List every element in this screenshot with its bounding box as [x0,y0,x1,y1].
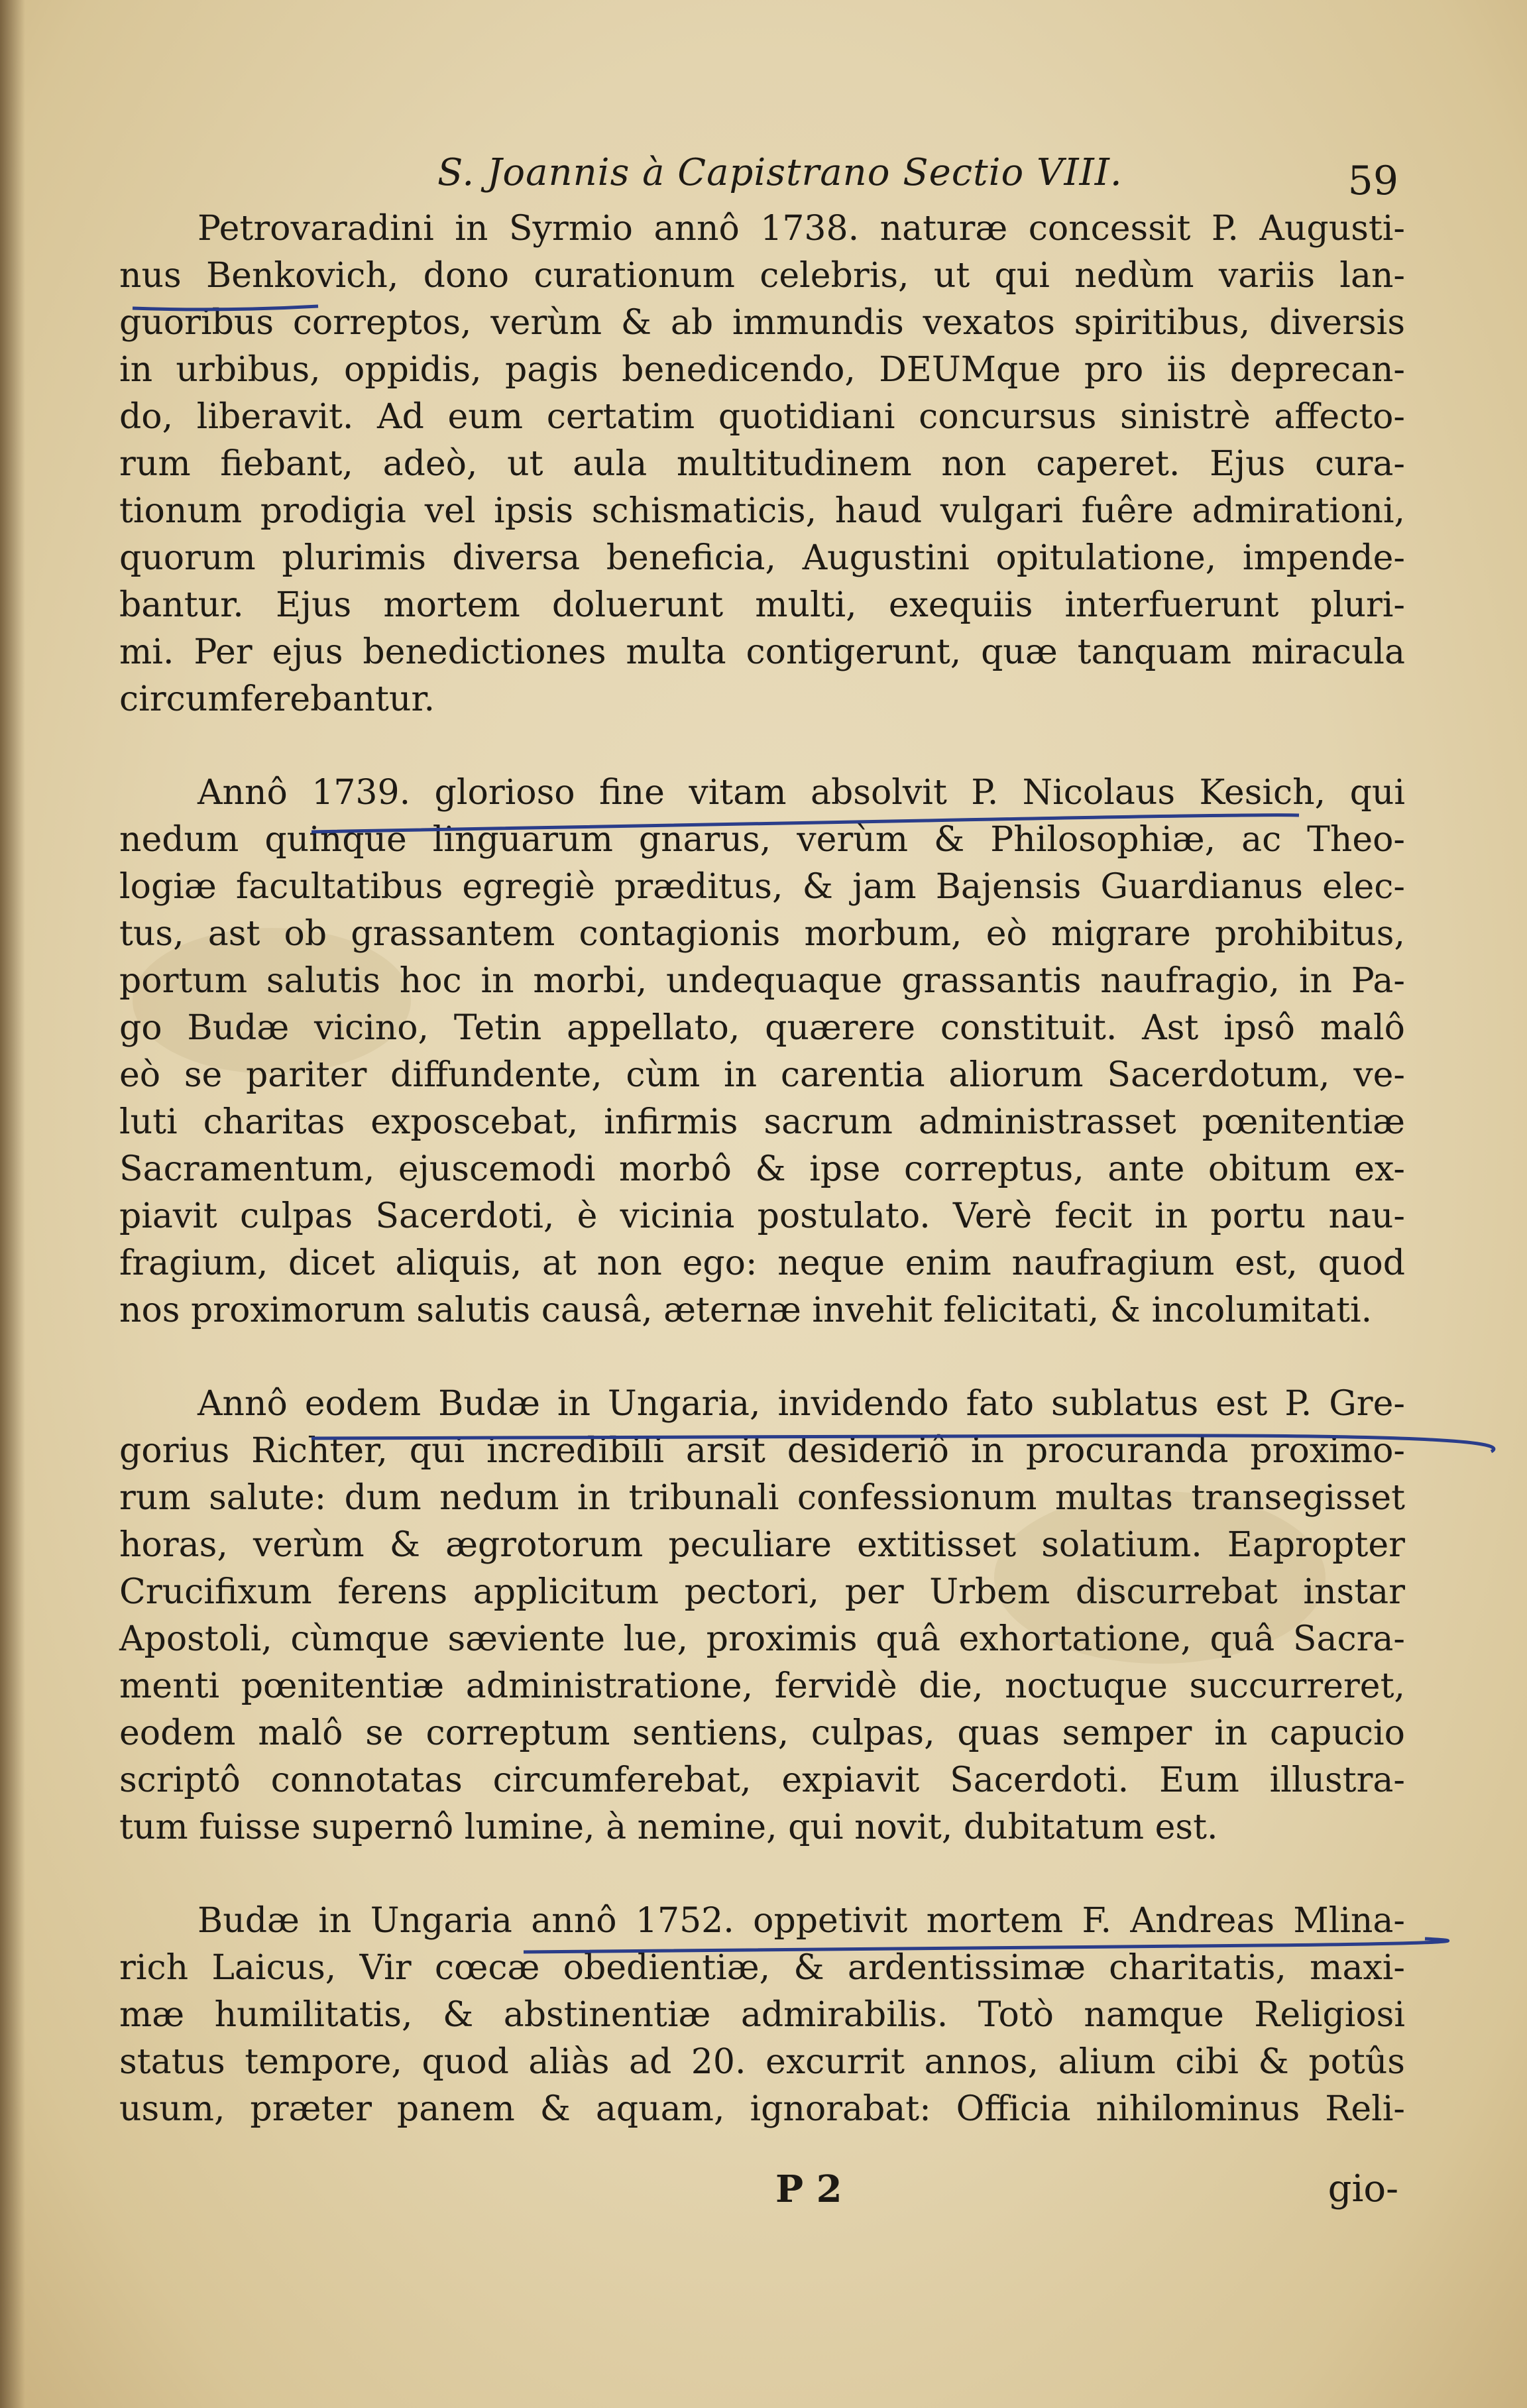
signature-mark: P 2 [775,2167,842,2211]
text-line: menti pœnitentiæ administratione, fervidè die, noctuque succurreret, [119,1666,1405,1706]
paragraph-mlinarich [119,1898,1405,2133]
text-line: eodem malô se correptum sentiens, culpas, quas semper in capucio [119,1713,1405,1753]
page-footer [119,2167,1418,2220]
text-line: Sacramentum, ejuscemodi morbô & ipse correptus, ante obitum ex- [119,1149,1405,1189]
text-line: nedum quinque linguarum gnarus, verùm & Philosophiæ, ac Theo- [119,820,1405,860]
paragraph-benkovich [119,205,1405,723]
text-line: gorius Richter, qui incredibili arsit desideriô in procuranda proximo- [119,1431,1405,1471]
binding-shadow [0,0,25,2408]
text-line: Annô eodem Budæ in Ungaria, invidendo fato sublatus est P. Gre- [198,1384,1405,1424]
page-number: 59 [1347,158,1398,204]
paragraph-gap [119,1851,1405,1898]
text-line: rum fiebant, adeò, ut aula multitudinem non caperet. Ejus cura- [119,444,1405,484]
text-line: bantur. Ejus mortem doluerunt multi, exequiis interfuerunt pluri- [119,585,1405,625]
text-line: nos proximorum salutis causâ, æternæ invehit felicitati, & incolumitati. [119,1290,1373,1330]
text-line: Crucifixum ferens applicitum pectori, per Urbem discurrebat instar [119,1572,1405,1612]
text-line: eò se pariter diffundente, cùm in carentia aliorum Sacerdotum, ve- [119,1055,1405,1095]
text-line: Petrovaradini in Syrmio annô 1738. naturæ concessit P. Augusti- [198,209,1405,249]
text-line: horas, verùm & ægrotorum peculiare extitisset solatium. Eapropter [119,1525,1405,1565]
text-line: rum salute: dum nedum in tribunali confessionum multas transegisset [119,1478,1405,1518]
text-line: Apostoli, cùmque sæviente lue, proximis quâ exhortatione, quâ Sacra- [119,1619,1405,1659]
text-line: logiæ facultatibus egregiè præditus, & jam Bajensis Guardianus elec- [119,867,1405,907]
text-line: Budæ in Ungaria annô 1752. oppetivit mortem F. Andreas Mlina- [198,1901,1405,1941]
text-line: Annô 1739. glorioso fine vitam absolvit P. Nicolaus Kesich, qui [198,773,1405,813]
text-line: piavit culpas Sacerdoti, è vicinia postulato. Verè fecit in portu nau- [119,1196,1405,1236]
paragraph-gap [119,723,1405,770]
text-line: guoribus correptos, verùm & ab immundis vexatos spiritibus, diversis [119,303,1405,343]
paragraph-kesich [119,770,1405,1334]
text-line: tum fuisse supernô lumine, à nemine, qui novit, dubitatum est. [119,1807,1218,1847]
text-line: quorum plurimis diversa beneficia, Augustini opitulatione, impende- [119,538,1405,578]
text-line: mæ humilitatis, & abstinentiæ admirabilis. Totò namque Religiosi [119,1995,1405,2035]
text-line: mi. Per ejus benedictiones multa contigerunt, quæ tanquam miracula [119,632,1405,672]
text-line: fragium, dicet aliquis, at non ego: neque enim naufragium est, quod [119,1243,1405,1283]
body-text [119,205,1405,2133]
text-line: status tempore, quod aliàs ad 20. excurrit annos, alium cibi & potûs [119,2042,1405,2082]
catchword: gio- [1328,2167,1398,2210]
text-line: in urbibus, oppidis, pagis benedicendo, DEUMque pro iis deprecan- [119,350,1405,390]
paragraph-richter [119,1381,1405,1851]
text-line: rich Laicus, Vir cœcæ obedientiæ, & ardentissimæ charitatis, maxi- [119,1948,1405,1988]
text-line: usum, præter panem & aquam, ignorabat: Officia nihilominus Reli- [119,2089,1405,2129]
text-line: tus, ast ob grassantem contagionis morbum, eò migrare prohibitus, [119,914,1405,954]
text-line: circumferebantur. [119,679,435,719]
paragraph-gap [119,1334,1405,1381]
text-line: luti charitas exposcebat, infirmis sacrum administrasset pœnitentiæ [119,1102,1405,1142]
text-line: portum salutis hoc in morbi, undequaque grassantis naufragio, in Pa- [119,961,1405,1001]
text-line: nus Benkovich, dono curationum celebris, ut qui nedùm variis lan- [119,256,1405,296]
text-line: tionum prodigia vel ipsis schismaticis, haud vulgari fuêre admirationi, [119,491,1405,531]
text-line: do, liberavit. Ad eum certatim quotidiani concursus sinistrè affecto- [119,397,1405,437]
text-line: go Budæ vicino, Tetin appellato, quærere constituit. Ast ipsô malô [119,1008,1405,1048]
text-line: scriptô connotatas circumferebat, expiavit Sacerdoti. Eum illustra- [119,1760,1405,1800]
running-title: S. Joannis à Capistrano Sectio VIII. [437,151,1123,194]
